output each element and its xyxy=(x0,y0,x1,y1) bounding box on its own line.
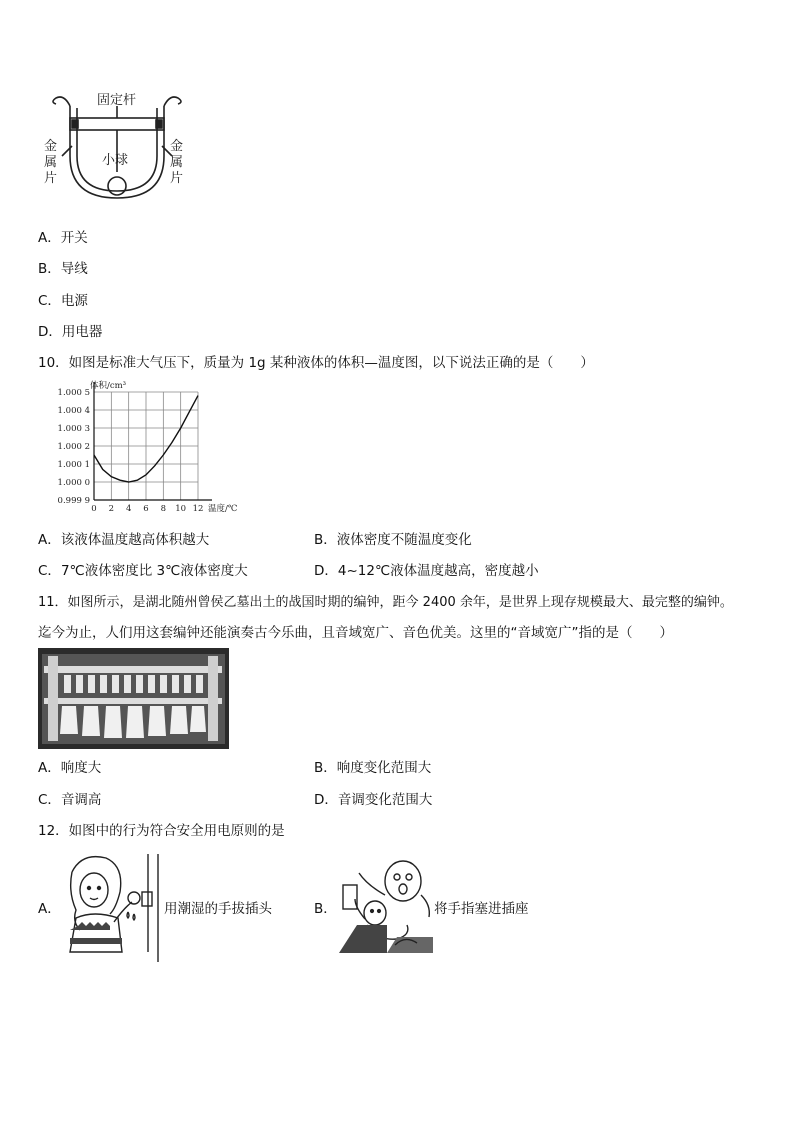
x-tick-label: 2 xyxy=(108,504,115,514)
q9-option-a[interactable] xyxy=(38,229,88,247)
switch-diagram xyxy=(42,86,192,206)
right-strip-label-1: 金 xyxy=(170,139,184,154)
ball-label: 小球 xyxy=(102,153,129,168)
q11-option-a[interactable] xyxy=(38,759,101,777)
option-text: 开关 xyxy=(60,230,88,246)
x-tick-label: 12 xyxy=(192,504,204,514)
finger-in-socket-illustration xyxy=(337,855,435,955)
option-text: 音调变化范围大 xyxy=(337,792,433,808)
q10-stem: 10．如图是标准大气压下，质量为 1g 某种液体的体积—温度图，以下说法正确的是（ ） xyxy=(38,355,594,371)
option-letter: B． xyxy=(314,760,337,776)
option-letter: C． xyxy=(38,792,61,808)
q12-option-b-text[interactable]: 将手指塞进插座 xyxy=(434,901,529,917)
option-text: 音调高 xyxy=(60,792,102,808)
q10-option-c[interactable] xyxy=(38,562,248,580)
y-tick-label: 1.000 3 xyxy=(57,424,90,434)
option-letter: D． xyxy=(38,324,62,340)
option-text: 7℃液体密度比 3℃液体密度大 xyxy=(60,563,248,579)
option-letter: C． xyxy=(38,293,61,309)
option-letter: A． xyxy=(38,532,61,548)
q11-option-d[interactable] xyxy=(314,791,432,809)
x-tick-label: 6 xyxy=(143,504,149,514)
y-tick-label: 0.999 9 xyxy=(57,496,90,506)
left-strip-label-1: 金 xyxy=(44,139,58,154)
right-strip-label-3: 片 xyxy=(170,171,184,186)
rod-label: 固定杆 xyxy=(97,93,137,108)
y-tick-label: 1.000 4 xyxy=(57,406,90,416)
x-tick-label: 10 xyxy=(175,504,187,514)
option-letter: B． xyxy=(314,532,337,548)
x-tick-label: 8 xyxy=(160,504,167,514)
y-tick-label: 1.000 0 xyxy=(57,478,90,488)
y-tick-label: 1.000 2 xyxy=(57,442,90,452)
left-strip-label-2: 属 xyxy=(44,155,58,170)
volume-temperature-chart xyxy=(38,378,238,523)
option-letter: A． xyxy=(38,230,61,246)
option-text: 用电器 xyxy=(61,324,103,340)
right-strip-label-2: 属 xyxy=(170,155,184,170)
option-letter: C． xyxy=(38,563,61,579)
q10-option-b[interactable] xyxy=(314,531,472,549)
option-letter: D． xyxy=(314,792,338,808)
q11-stem-line1: 11．如图所示，是湖北随州曾侯乙墓出土的战国时期的编钟，距今 2400 余年，是世界上现存规模最大、最完整的编钟。 xyxy=(38,595,733,610)
x-tick-label: 0 xyxy=(91,504,97,514)
option-text: 电源 xyxy=(60,293,88,309)
q11-stem-line2: 迄今为止，人们用这套编钟还能演奏古今乐曲，且音域宽广、音色优美。这里的“音域宽广”指的是（ ） xyxy=(38,625,673,641)
option-text: 该液体温度越高体积越大 xyxy=(60,532,210,548)
q11-option-c[interactable] xyxy=(38,791,101,809)
option-letter: B． xyxy=(38,261,61,277)
option-text: 响度变化范围大 xyxy=(336,760,432,776)
wet-hand-unplug-illustration xyxy=(62,852,164,964)
y-tick-label: 1.000 1 xyxy=(57,460,90,470)
y-tick-label: 1.000 5 xyxy=(57,388,90,398)
option-text: 导线 xyxy=(60,261,88,277)
q12-option-a-text[interactable]: 用潮湿的手拔插头 xyxy=(164,901,272,917)
bianzhong-photo xyxy=(38,648,229,749)
q12-option-b-letter[interactable]: B． xyxy=(314,901,337,917)
q10-option-d[interactable] xyxy=(314,562,539,580)
q12-stem: 12．如图中的行为符合安全用电原则的是 xyxy=(38,823,285,839)
left-strip-label-3: 片 xyxy=(44,171,58,186)
option-text: 4~12℃液体温度越高，密度越小 xyxy=(337,563,539,579)
option-letter: A． xyxy=(38,760,61,776)
x-tick-label: 4 xyxy=(125,504,132,514)
q12-option-a-letter[interactable]: A． xyxy=(38,901,61,917)
q9-option-d[interactable] xyxy=(38,323,102,341)
q9-option-c[interactable] xyxy=(38,292,88,310)
q9-option-b[interactable] xyxy=(38,260,88,278)
option-text: 响度大 xyxy=(60,760,102,776)
option-letter: D． xyxy=(314,563,338,579)
y-axis-label: 体积/cm³ xyxy=(90,381,127,391)
option-text: 液体密度不随温度变化 xyxy=(336,532,472,548)
q10-option-a[interactable] xyxy=(38,531,209,549)
x-axis-label: 温度/℃ xyxy=(208,504,238,514)
q11-option-b[interactable] xyxy=(314,759,431,777)
